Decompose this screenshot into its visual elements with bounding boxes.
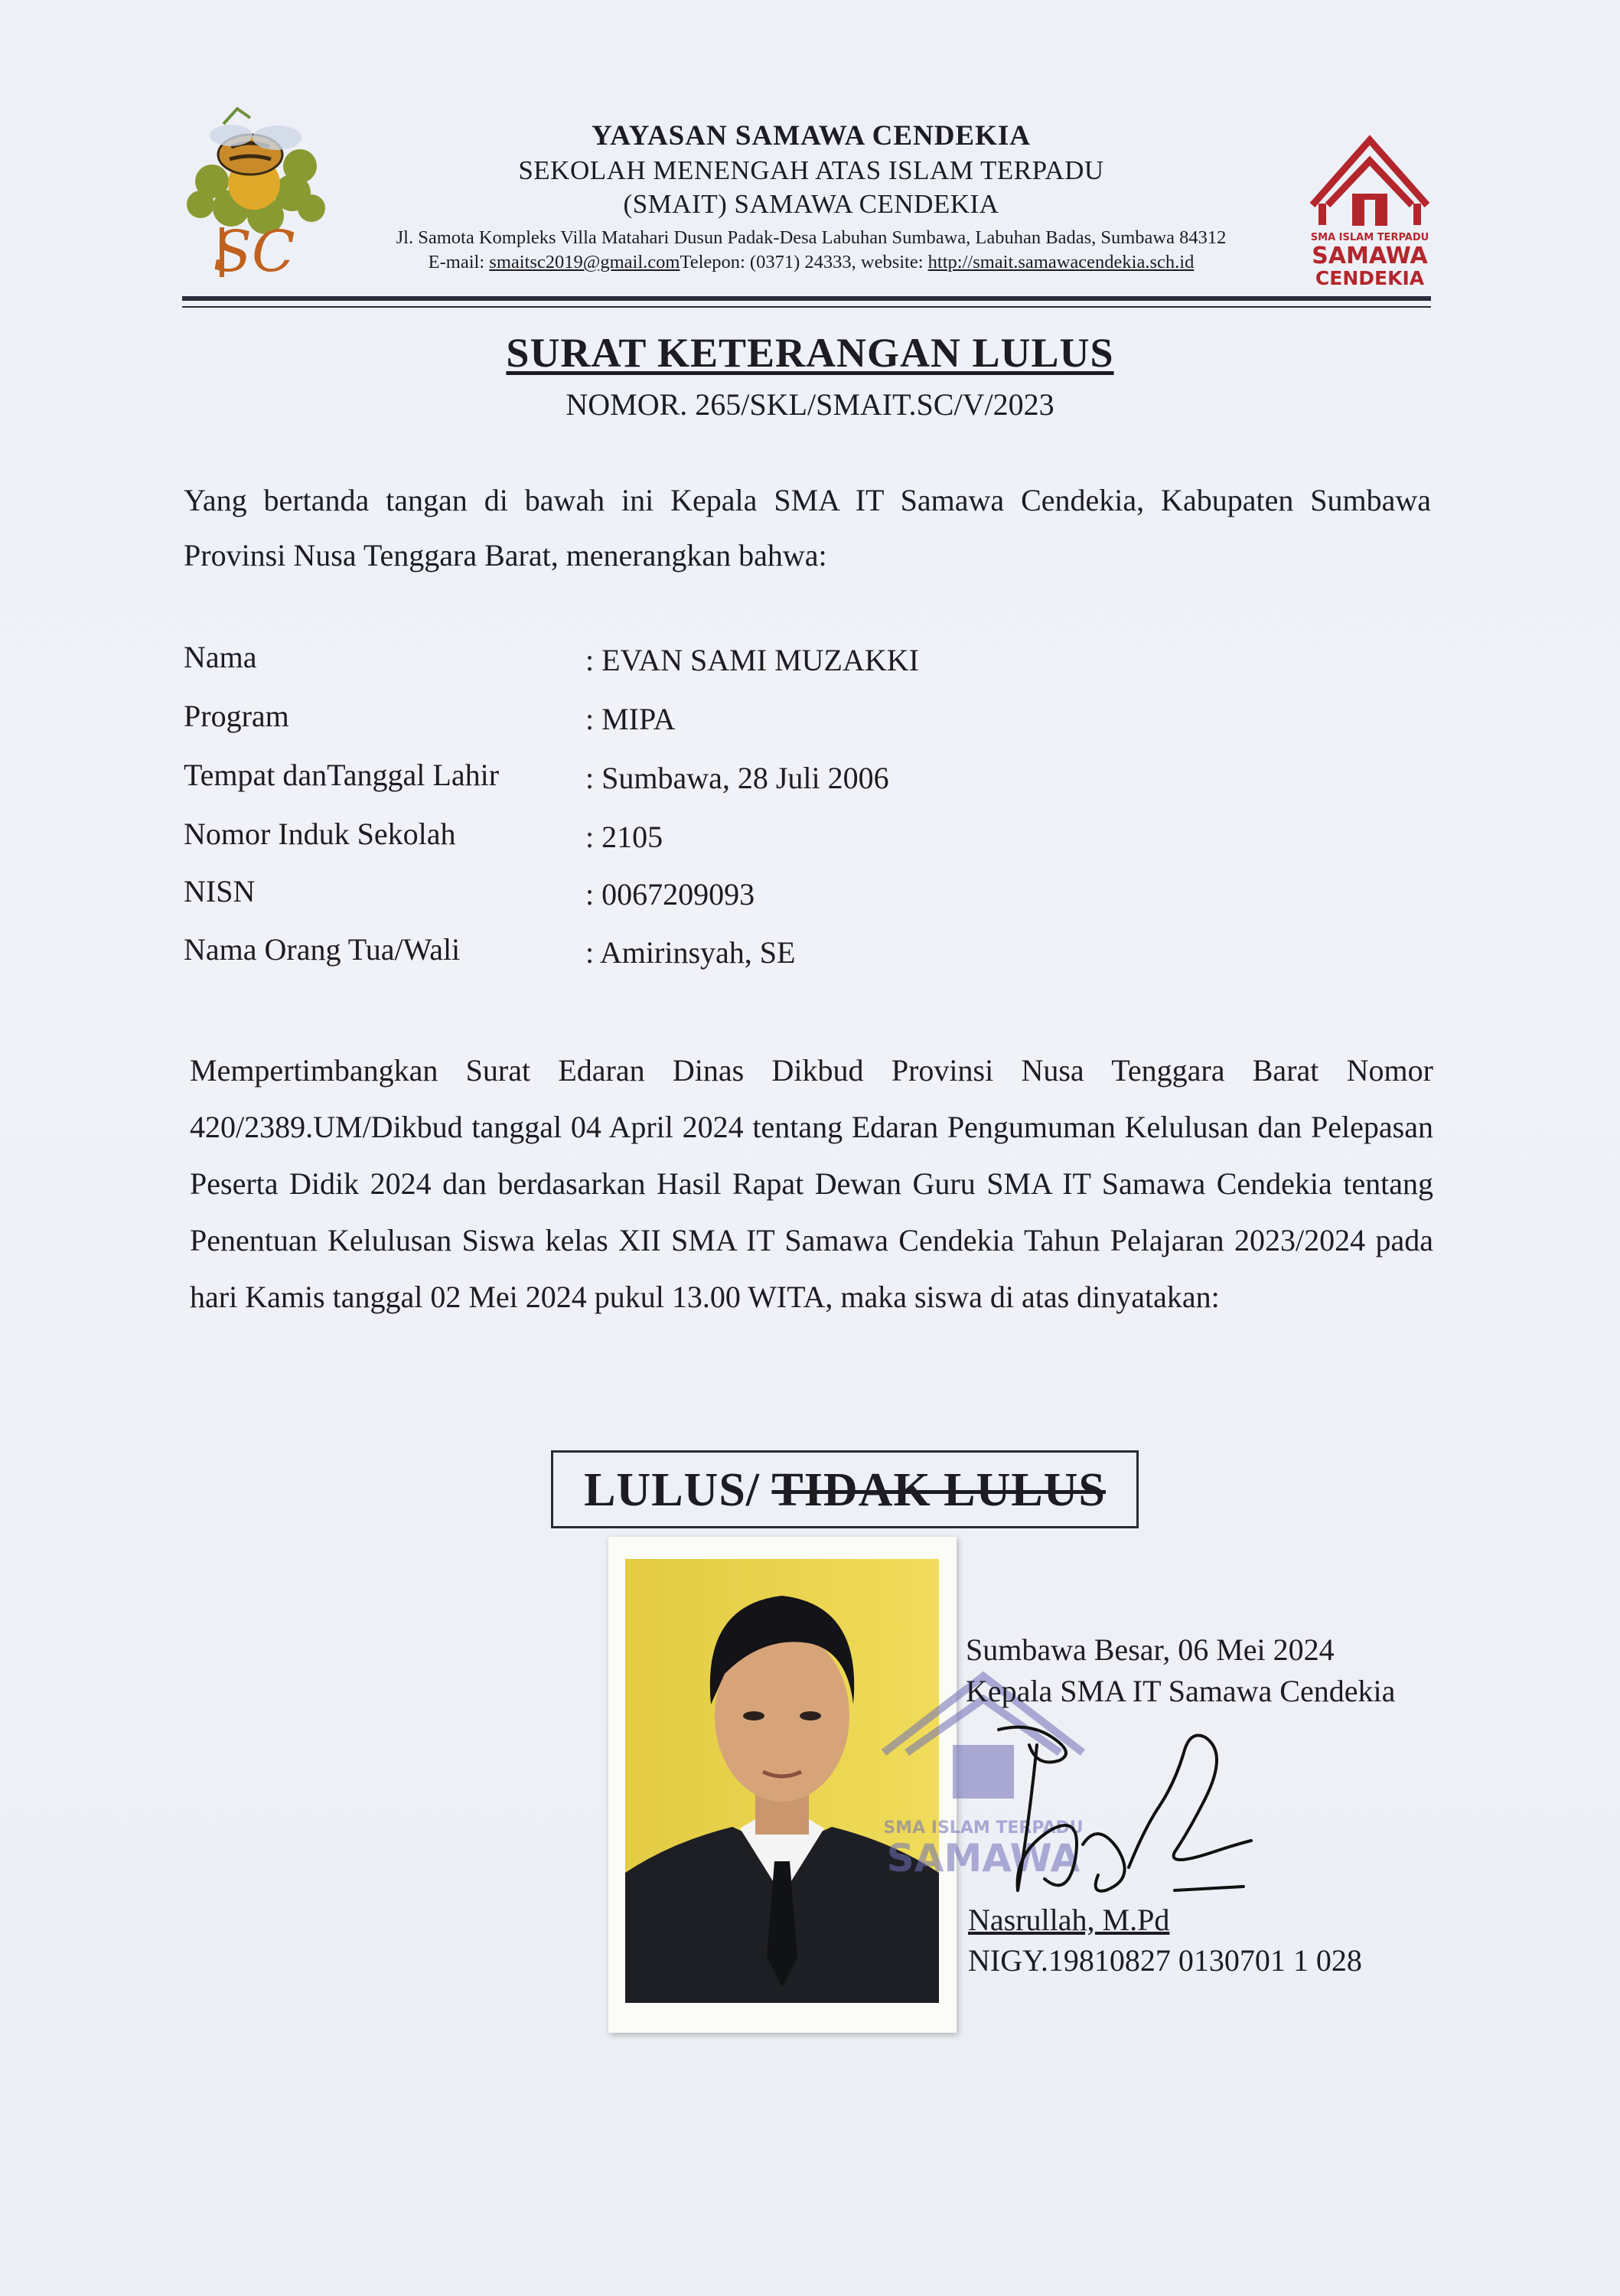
- school-address: Jl. Samota Kompleks Villa Matahari Dusun Padak-Desa Labuhan Sumbawa, Labuhan Badas, Sumbawa 84312: [396, 227, 1227, 248]
- letterhead: [329, 119, 1293, 275]
- field-label: Nama: [184, 640, 257, 674]
- letterhead-rule-thick: [182, 296, 1431, 301]
- field-row-nisn: [184, 873, 1408, 919]
- field-label: Tempat danTanggal Lahir: [184, 758, 500, 792]
- field-row-program: [184, 698, 1408, 744]
- school-logo-bee: [178, 93, 331, 281]
- stamp-text: SAMAWA: [886, 1836, 1081, 1880]
- phone-text: Telepon: (0371) 24333, website:: [680, 252, 928, 272]
- foundation-name: YAYASAN SAMAWA CENDEKIA: [591, 120, 1032, 152]
- field-row-parent: [184, 931, 1408, 977]
- logo-right-small: SMA ISLAM TERPADU: [1310, 232, 1429, 243]
- field-value: : 0067209093: [585, 877, 755, 912]
- decision-paragraph: Mempertimbangkan Surat Edaran Dinas Dikbud Provinsi Nusa Tenggara Barat Nomor 420/2389.UM/Dikbud tanggal 04 April 2024 tentang Edaran Pengumuman Kelulusan dan Pelepasan Peserta Didik 2024 dan berdasarkan Hasil Rapat Dewan Guru SMA IT Samawa Cendekia tentang Penentuan Kelulusan Siswa kelas XII SMA IT Samawa Cendekia Tahun Pelajaran 2023/2024 pada hari Kamis tanggal 02 Mei 2024 pukul 13.00 WITA, maka siswa di atas dinyatakan:: [190, 1053, 1433, 1314]
- school-name-line2: (SMAIT) SAMAWA CENDEKIA: [623, 189, 999, 219]
- status-fail-struck: TIDAK LULUS: [771, 1464, 1106, 1516]
- field-value: : Sumbawa, 28 Juli 2006: [585, 761, 889, 795]
- field-row-nama: [184, 639, 1408, 685]
- signatory-name: Nasrullah, M.Pd: [968, 1903, 1170, 1937]
- logo-right-line1: SAMAWA: [1312, 243, 1428, 269]
- logo-right-line2: CENDEKIA: [1315, 267, 1425, 289]
- school-logo-building: [1305, 121, 1435, 289]
- signature-role: Kepala SMA IT Samawa Cendekia: [966, 1674, 1396, 1708]
- email-label: E-mail:: [428, 252, 490, 272]
- field-row-nis: [184, 816, 1408, 862]
- signature-place-date: Sumbawa Besar, 06 Mei 2024: [966, 1632, 1335, 1667]
- letterhead-rule-thin: [182, 306, 1431, 308]
- graduation-status-box: [551, 1450, 1139, 1528]
- website-link: http://smait.samawacendekia.sch.id: [927, 252, 1195, 272]
- field-label: NISN: [184, 874, 256, 908]
- email-link: smaitsc2019@gmail.com: [489, 252, 680, 272]
- intro-paragraph: Yang bertanda tangan di bawah ini Kepala SMA IT Samawa Cendekia, Kabupaten Sumbawa Provinsi Nusa Tenggara Barat, menerangkan bahwa:: [184, 483, 1431, 572]
- field-row-birth: [184, 757, 1408, 803]
- document-title-wrap: [0, 329, 1620, 377]
- stamp-small-text: SMA ISLAM TERPADU: [883, 1818, 1084, 1838]
- document-number: NOMOR. 265/SKL/SMAIT.SC/V/2023: [566, 387, 1054, 422]
- field-value: : EVAN SAMI MUZAKKI: [585, 643, 919, 677]
- document-title: SURAT KETERANGAN LULUS: [506, 330, 1114, 376]
- field-label: Nama Orang Tua/Wali: [184, 932, 461, 967]
- field-value: : MIPA: [585, 702, 676, 736]
- signatory-nigy: NIGY.19810827 0130701 1 028: [968, 1943, 1362, 1978]
- logo-left-letters: SC: [213, 219, 295, 281]
- handwritten-signature: [983, 1714, 1259, 1921]
- school-name-line1: SEKOLAH MENENGAH ATAS ISLAM TERPADU: [518, 155, 1104, 185]
- status-pass: LULUS/: [584, 1464, 761, 1516]
- field-value: : 2105: [585, 820, 663, 854]
- contact-line: [329, 250, 1293, 275]
- field-value: : Amirinsyah, SE: [585, 935, 796, 970]
- field-label: Program: [184, 699, 289, 733]
- field-label: Nomor Induk Sekolah: [184, 817, 456, 851]
